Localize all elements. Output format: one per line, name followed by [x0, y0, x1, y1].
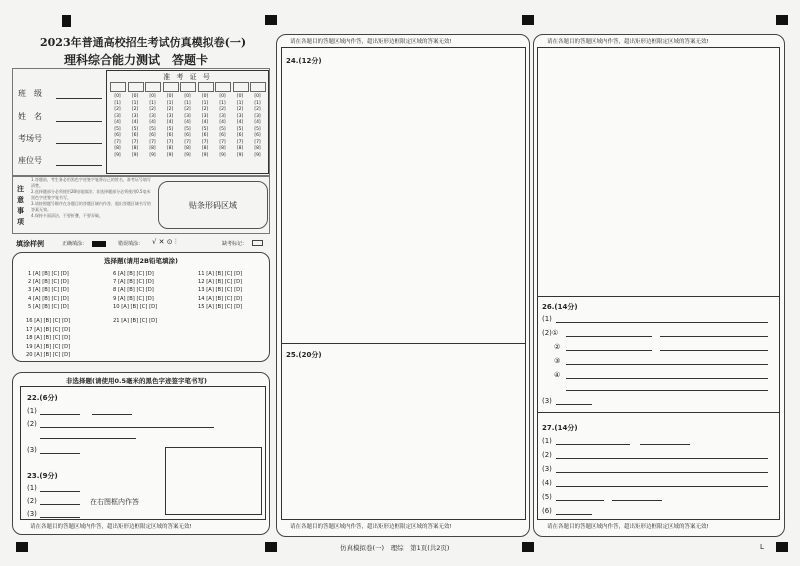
- exam-digit-option[interactable]: [0]: [114, 94, 121, 99]
- q23-item3-label: (3): [27, 510, 37, 518]
- notes-title: 注意事项: [17, 185, 24, 226]
- q23-item1-label: (1): [27, 484, 37, 492]
- exam-number-box[interactable]: [128, 82, 144, 92]
- exam-digit-option[interactable]: [6]: [166, 133, 174, 138]
- exam-digit-option[interactable]: [9]: [114, 152, 121, 158]
- exam-digit-option[interactable]: [9]: [131, 152, 139, 158]
- exam-digit-option[interactable]: [4]: [201, 120, 209, 125]
- choice-question-row[interactable]: [28, 271, 69, 277]
- exam-digit-option[interactable]: [0]: [219, 94, 226, 99]
- answer-options[interactable]: [A] [B] [C] [D]: [32, 303, 69, 310]
- q27-item2-label: (2): [542, 451, 552, 459]
- q27-item4-blank[interactable]: [556, 486, 768, 487]
- question-number: 19: [26, 343, 35, 350]
- choice-question-row[interactable]: [113, 304, 157, 310]
- exam-number-label: 准 考 证 号: [163, 73, 212, 81]
- exam-digit-option[interactable]: [5]: [114, 126, 121, 132]
- q27-item1-blank-b[interactable]: [640, 444, 690, 445]
- note-item: 1.答题前，考生务必用黑色字迹签字笔将自己的姓名、准考证号填写清楚。: [31, 177, 151, 188]
- q23-drawing-box[interactable]: [165, 447, 262, 515]
- q26-item1-label: (1): [542, 315, 552, 323]
- choice-question-row[interactable]: [113, 318, 157, 324]
- question-number: 10: [113, 303, 122, 310]
- warning-middle-top: 请在各题目的答题区域内作答，超出矩形边框限定区域的答案无效!: [290, 39, 452, 45]
- alignment-mark: [776, 15, 788, 25]
- choice-question-row[interactable]: [26, 327, 70, 333]
- exam-digit-column[interactable]: [148, 94, 157, 159]
- q27-item1-label: (1): [542, 437, 552, 445]
- correct-fill-label: 正确填涂：: [62, 241, 88, 247]
- question-number: 1: [28, 271, 33, 277]
- q23-title: 23.(9分): [27, 472, 58, 480]
- choice-question-row[interactable]: [26, 344, 70, 350]
- exam-digit-option[interactable]: [3]: [166, 113, 174, 119]
- room-input[interactable]: [56, 143, 102, 144]
- q22-item2-blank-a[interactable]: [40, 427, 214, 428]
- q26-item2b-blank-b[interactable]: [660, 350, 768, 351]
- absent-label: 缺考标记：: [222, 241, 248, 247]
- question-number: 4: [28, 295, 33, 302]
- exam-digit-option[interactable]: [5]: [131, 126, 139, 132]
- alignment-mark: [522, 15, 534, 25]
- choice-question-row[interactable]: [28, 287, 69, 293]
- choice-question-row[interactable]: [113, 287, 154, 293]
- exam-digit-option[interactable]: [7]: [166, 139, 174, 145]
- choice-question-row[interactable]: [198, 271, 242, 277]
- exam-digit-option[interactable]: [8]: [236, 146, 244, 151]
- q25-title: 25.(20分): [286, 351, 322, 359]
- exam-number-box[interactable]: [233, 82, 249, 92]
- exam-digit-option[interactable]: [2]: [254, 107, 261, 112]
- answer-options[interactable]: [A] [B] [C] [D]: [32, 279, 69, 286]
- q23-item2-blank[interactable]: [40, 504, 80, 505]
- q23-draw-note: 在右图框内作答: [90, 498, 139, 506]
- notes-list: [31, 177, 151, 219]
- barcode-label: 贴条形码区域: [189, 201, 237, 210]
- q26-item2c-blank[interactable]: [566, 364, 768, 365]
- q22-item3-label: (3): [27, 446, 37, 454]
- choice-question-row[interactable]: [198, 304, 242, 310]
- exam-digit-option[interactable]: [5]: [166, 126, 174, 132]
- question-number: 16: [26, 318, 35, 324]
- exam-digit-option[interactable]: [7]: [254, 139, 261, 145]
- class-label: 班 级: [18, 89, 42, 98]
- exam-number-box[interactable]: [110, 82, 126, 92]
- note-item: 3.请按照题号顺序在各题目的答题区域内作答，超出答题区域书写的答案无效。: [31, 201, 151, 212]
- exam-digit-option[interactable]: [5]: [219, 126, 226, 132]
- exam-digit-option[interactable]: [5]: [149, 126, 156, 132]
- q22-item1-blank-a[interactable]: [40, 414, 80, 415]
- exam-digit-option[interactable]: [0]: [201, 94, 209, 99]
- q26-item2b-blank-a[interactable]: [566, 350, 652, 351]
- exam-digit-option[interactable]: [6]: [201, 133, 209, 138]
- question-number: 11: [198, 271, 207, 277]
- answer-options[interactable]: [A] [B] [C] [D]: [121, 318, 158, 324]
- answer-options[interactable]: [A] [B] [C] [D]: [32, 287, 69, 294]
- exam-digit-option[interactable]: [9]: [184, 152, 191, 158]
- exam-digit-option[interactable]: [0]: [254, 94, 261, 99]
- exam-digit-option[interactable]: [7]: [219, 139, 226, 145]
- choice-question-row[interactable]: [26, 318, 70, 324]
- exam-digit-option[interactable]: [7]: [114, 139, 121, 145]
- exam-digit-option[interactable]: [9]: [201, 152, 209, 158]
- question-number: 14: [198, 295, 207, 302]
- q27-item2-blank[interactable]: [556, 458, 768, 459]
- alignment-mark: [265, 15, 277, 25]
- exam-digit-option[interactable]: [6]: [236, 133, 244, 138]
- q22-item2-label: (2): [27, 420, 37, 428]
- q22-item3-blank[interactable]: [40, 453, 80, 454]
- q26-item2c-label: ③: [554, 357, 561, 365]
- exam-digit-option[interactable]: [8]: [166, 146, 174, 151]
- warning-left: 请在各题目的答题区域内作答，超出矩形边框限定区域的答案无效!: [30, 524, 192, 530]
- choice-question-row[interactable]: [113, 296, 154, 302]
- exam-digit-option[interactable]: [2]: [166, 107, 174, 112]
- exam-digit-option[interactable]: [6]: [254, 133, 261, 138]
- answer-options[interactable]: [A] [B] [C] [D]: [117, 295, 154, 302]
- q27-item3-label: (3): [542, 465, 552, 473]
- exam-digit-option[interactable]: [5]: [201, 126, 209, 132]
- exam-digit-column[interactable]: [166, 94, 175, 159]
- exam-digit-option[interactable]: [9]: [219, 152, 226, 158]
- question-number: 9: [113, 295, 118, 302]
- q26-item1-blank[interactable]: [556, 322, 768, 323]
- exam-digit-column[interactable]: [236, 94, 245, 159]
- alignment-mark: [62, 15, 71, 27]
- choice-title: 选择题(请用2B铅笔填涂): [104, 257, 178, 265]
- exam-digit-option[interactable]: [7]: [201, 139, 209, 145]
- class-input[interactable]: [56, 98, 102, 99]
- question-number: 21: [113, 318, 122, 324]
- exam-number-box[interactable]: [250, 82, 266, 92]
- exam-digit-option[interactable]: [3]: [149, 113, 156, 119]
- question-number: 17: [26, 326, 35, 333]
- exam-digit-option[interactable]: [7]: [184, 139, 191, 145]
- q26-title: 26.(14分): [542, 303, 578, 311]
- question-number: 15: [198, 303, 207, 310]
- q27-item1-blank-a[interactable]: [556, 444, 630, 445]
- exam-digit-option[interactable]: [8]: [201, 146, 209, 151]
- exam-digit-option[interactable]: [9]: [236, 152, 244, 158]
- answer-options[interactable]: [A] [B] [C] [D]: [117, 287, 154, 294]
- exam-digit-option[interactable]: [4]: [236, 120, 244, 125]
- answer-options[interactable]: [A] [B] [C] [D]: [34, 335, 71, 342]
- exam-digit-option[interactable]: [1]: [166, 100, 174, 106]
- exam-digit-option[interactable]: [6]: [131, 133, 139, 138]
- exam-digit-option[interactable]: [9]: [166, 152, 174, 158]
- exam-digit-option[interactable]: [0]: [149, 94, 156, 99]
- alignment-mark: [776, 542, 788, 552]
- exam-digit-option[interactable]: [4]: [166, 120, 174, 125]
- nonchoice-title: 非选择题(请使用0.5毫米的黑色字迹签字笔书写): [66, 377, 207, 385]
- exam-number-box[interactable]: [180, 82, 196, 92]
- q22-title: 22.(6分): [27, 394, 58, 402]
- absent-checkbox[interactable]: [252, 240, 263, 246]
- wrong-fill-marks: √ ✕ ⊙ ⫶: [152, 238, 177, 246]
- question-number: 12: [198, 279, 207, 286]
- exam-digit-option[interactable]: [2]: [219, 107, 226, 112]
- warning-middle-bottom: 请在各题目的答题区域内作答，超出矩形边框限定区域的答案无效!: [290, 524, 452, 530]
- fill-example-label: 填涂样例: [16, 240, 44, 248]
- answer-options[interactable]: [A] [B] [C] [D]: [206, 295, 243, 302]
- name-label: 姓 名: [18, 112, 42, 121]
- question-number: 3: [28, 287, 33, 294]
- seat-input[interactable]: [56, 165, 102, 166]
- choice-question-row[interactable]: [26, 335, 70, 341]
- exam-number-box[interactable]: [215, 82, 231, 92]
- exam-digit-option[interactable]: [8]: [149, 146, 156, 151]
- q27-item4-label: (4): [542, 479, 552, 487]
- q27-item5-blank-b[interactable]: [612, 500, 662, 501]
- exam-digit-column[interactable]: [183, 94, 192, 159]
- exam-digit-option[interactable]: [0]: [236, 94, 244, 99]
- q26-item2-label: (2)①: [542, 329, 559, 337]
- choice-question-row[interactable]: [28, 304, 69, 310]
- right-blank-box[interactable]: [537, 47, 780, 297]
- q26-item2-blank-b[interactable]: [660, 336, 768, 337]
- q26-item2b-label: ②: [554, 343, 561, 351]
- q27-item6-blank[interactable]: [556, 514, 592, 515]
- answer-options[interactable]: [A] [B] [C] [D]: [121, 303, 158, 310]
- exam-digit-option[interactable]: [1]: [236, 100, 244, 106]
- answer-options[interactable]: [A] [B] [C] [D]: [34, 326, 71, 333]
- exam-digit-option[interactable]: [3]: [114, 113, 121, 119]
- exam-digit-option[interactable]: [2]: [131, 107, 139, 112]
- wrong-fill-label: 错误填涂：: [118, 241, 144, 247]
- exam-digit-option[interactable]: [6]: [149, 133, 156, 138]
- answer-options[interactable]: [A] [B] [C] [D]: [34, 318, 71, 324]
- seat-label: 座位号: [18, 156, 42, 165]
- answer-options[interactable]: [A] [B] [C] [D]: [34, 343, 71, 350]
- exam-digit-option[interactable]: [3]: [201, 113, 209, 119]
- q25-answer-box[interactable]: [281, 344, 526, 520]
- exam-digit-option[interactable]: [1]: [219, 100, 226, 106]
- exam-digit-option[interactable]: [0]: [184, 94, 191, 99]
- exam-number-box[interactable]: [145, 82, 161, 92]
- answer-options[interactable]: [A] [B] [C] [D]: [32, 271, 69, 277]
- exam-digit-option[interactable]: [7]: [131, 139, 139, 145]
- exam-digit-option[interactable]: [8]: [184, 146, 191, 151]
- question-number: 20: [26, 352, 35, 359]
- exam-digit-option[interactable]: [3]: [184, 113, 191, 119]
- q26-item2d-label: ④: [554, 371, 561, 379]
- q23-item1-blank[interactable]: [40, 491, 80, 492]
- exam-digit-option[interactable]: [4]: [219, 120, 226, 125]
- exam-digit-option[interactable]: [4]: [114, 120, 121, 125]
- q26-item2d-blank-b[interactable]: [566, 390, 768, 391]
- question-number: 7: [113, 279, 118, 286]
- warning-right-top: 请在各题目的答题区域内作答，超出矩形边框限定区域的答案无效!: [547, 39, 709, 45]
- exam-digit-option[interactable]: [0]: [131, 94, 139, 99]
- exam-digit-column[interactable]: [253, 94, 262, 159]
- exam-number-box[interactable]: [163, 82, 179, 92]
- choice-question-row[interactable]: [198, 287, 242, 293]
- footer-text: 仿真模拟卷(一) 理综 第1页(共2页): [340, 544, 450, 552]
- alignment-mark: [265, 542, 277, 552]
- exam-digit-option[interactable]: [1]: [114, 100, 121, 106]
- answer-options[interactable]: [A] [B] [C] [D]: [117, 279, 154, 286]
- question-number: 8: [113, 287, 118, 294]
- exam-digit-option[interactable]: [7]: [236, 139, 244, 145]
- answer-options[interactable]: [A] [B] [C] [D]: [117, 271, 154, 277]
- correct-fill-mark: [92, 241, 106, 247]
- choice-question-row[interactable]: [198, 279, 242, 285]
- warning-right-bottom: 请在各题目的答题区域内作答，超出矩形边框限定区域的答案无效!: [547, 524, 709, 530]
- q24-answer-box[interactable]: [281, 47, 526, 344]
- answer-options[interactable]: [A] [B] [C] [D]: [34, 352, 71, 359]
- name-input[interactable]: [56, 121, 102, 122]
- exam-digit-option[interactable]: [6]: [219, 133, 226, 138]
- question-number: 5: [28, 303, 33, 310]
- exam-number-box[interactable]: [198, 82, 214, 92]
- exam-digit-option[interactable]: [4]: [254, 120, 261, 125]
- exam-digit-option[interactable]: [4]: [131, 120, 139, 125]
- q26-item3-blank[interactable]: [556, 404, 592, 405]
- alignment-mark: [522, 542, 534, 552]
- choice-question-row[interactable]: [113, 271, 154, 277]
- question-number: 13: [198, 287, 207, 294]
- footer-page-letter: L: [760, 543, 764, 551]
- exam-digit-option[interactable]: [2]: [184, 107, 191, 112]
- exam-digit-option[interactable]: [3]: [131, 113, 139, 119]
- exam-digit-option[interactable]: [1]: [184, 100, 191, 106]
- q27-item6-label: (6): [542, 507, 552, 515]
- choice-question-row[interactable]: [28, 296, 69, 302]
- exam-digit-option[interactable]: [4]: [149, 120, 156, 125]
- question-number: 6: [113, 271, 118, 277]
- exam-digit-option[interactable]: [6]: [184, 133, 191, 138]
- q27-title: 27.(14分): [542, 424, 578, 432]
- exam-digit-option[interactable]: [8]: [114, 146, 121, 151]
- exam-digit-option[interactable]: [3]: [219, 113, 226, 119]
- answer-options[interactable]: [A] [B] [C] [D]: [206, 279, 243, 286]
- exam-digit-option[interactable]: [8]: [131, 146, 139, 151]
- exam-digit-column[interactable]: [131, 94, 140, 159]
- exam-digit-option[interactable]: [3]: [236, 113, 244, 119]
- answer-options[interactable]: [A] [B] [C] [D]: [206, 287, 243, 294]
- q26-item2d-blank-a[interactable]: [566, 378, 768, 379]
- q22-item1-blank-b[interactable]: [92, 414, 132, 415]
- answer-options[interactable]: [A] [B] [C] [D]: [206, 271, 243, 277]
- exam-digit-option[interactable]: [6]: [114, 133, 121, 138]
- exam-digit-column[interactable]: [218, 94, 227, 159]
- exam-digit-option[interactable]: [1]: [149, 100, 156, 106]
- exam-digit-option[interactable]: [2]: [236, 107, 244, 112]
- answer-options[interactable]: [A] [B] [C] [D]: [206, 303, 243, 310]
- q27-item5-blank-a[interactable]: [556, 500, 604, 501]
- q23-item3-blank[interactable]: [40, 517, 80, 518]
- question-number: 2: [28, 279, 33, 286]
- exam-digit-option[interactable]: [9]: [149, 152, 156, 158]
- q27-item3-blank[interactable]: [556, 472, 768, 473]
- room-label: 考场号: [18, 134, 42, 143]
- q22-item1-label: (1): [27, 407, 37, 415]
- q23-item2-label: (2): [27, 497, 37, 505]
- question-number: 18: [26, 335, 35, 342]
- exam-digit-option[interactable]: [2]: [114, 107, 121, 112]
- exam-digit-option[interactable]: [4]: [184, 120, 191, 125]
- choice-question-row[interactable]: [28, 279, 69, 285]
- q26-item2-blank-a[interactable]: [566, 336, 652, 337]
- exam-digit-option[interactable]: [7]: [149, 139, 156, 145]
- exam-digit-option[interactable]: [0]: [166, 94, 174, 99]
- q26-answer-box: [537, 297, 780, 413]
- note-item: 4.保持卡面清洁，不要折叠，不要弄破。: [31, 213, 103, 218]
- exam-digit-option[interactable]: [2]: [149, 107, 156, 112]
- note-item: 2.选择题部分必须使用2B铅笔填涂；非选择题部分必须使用0.5毫米黑色字迹签字笔书写。: [31, 189, 151, 200]
- choice-question-row[interactable]: [113, 279, 154, 285]
- answer-options[interactable]: [A] [B] [C] [D]: [32, 295, 69, 302]
- exam-subtitle: 理科综合能力测试 答题卡: [64, 53, 209, 67]
- q22-item2-blank-b[interactable]: [40, 438, 136, 439]
- exam-digit-option[interactable]: [1]: [201, 100, 209, 106]
- exam-digit-option[interactable]: [2]: [201, 107, 209, 112]
- choice-question-row[interactable]: [26, 352, 70, 358]
- q24-title: 24.(12分): [286, 57, 322, 65]
- exam-digit-column[interactable]: [113, 94, 122, 159]
- exam-digit-option[interactable]: [5]: [236, 126, 244, 132]
- alignment-mark: [16, 542, 28, 552]
- exam-digit-option[interactable]: [1]: [254, 100, 261, 106]
- q27-item5-label: (5): [542, 493, 552, 501]
- exam-title: 2023年普通高校招生考试仿真模拟卷(一): [40, 36, 247, 49]
- exam-digit-column[interactable]: [201, 94, 210, 159]
- exam-digit-option[interactable]: [5]: [254, 126, 261, 132]
- exam-digit-option[interactable]: [5]: [184, 126, 191, 132]
- q26-item3-label: (3): [542, 397, 552, 405]
- exam-digit-option[interactable]: [8]: [219, 146, 226, 151]
- choice-question-row[interactable]: [198, 296, 242, 302]
- exam-digit-option[interactable]: [3]: [254, 113, 261, 119]
- exam-digit-option[interactable]: [9]: [254, 152, 261, 158]
- exam-digit-option[interactable]: [1]: [131, 100, 139, 106]
- exam-digit-option[interactable]: [8]: [254, 146, 261, 151]
